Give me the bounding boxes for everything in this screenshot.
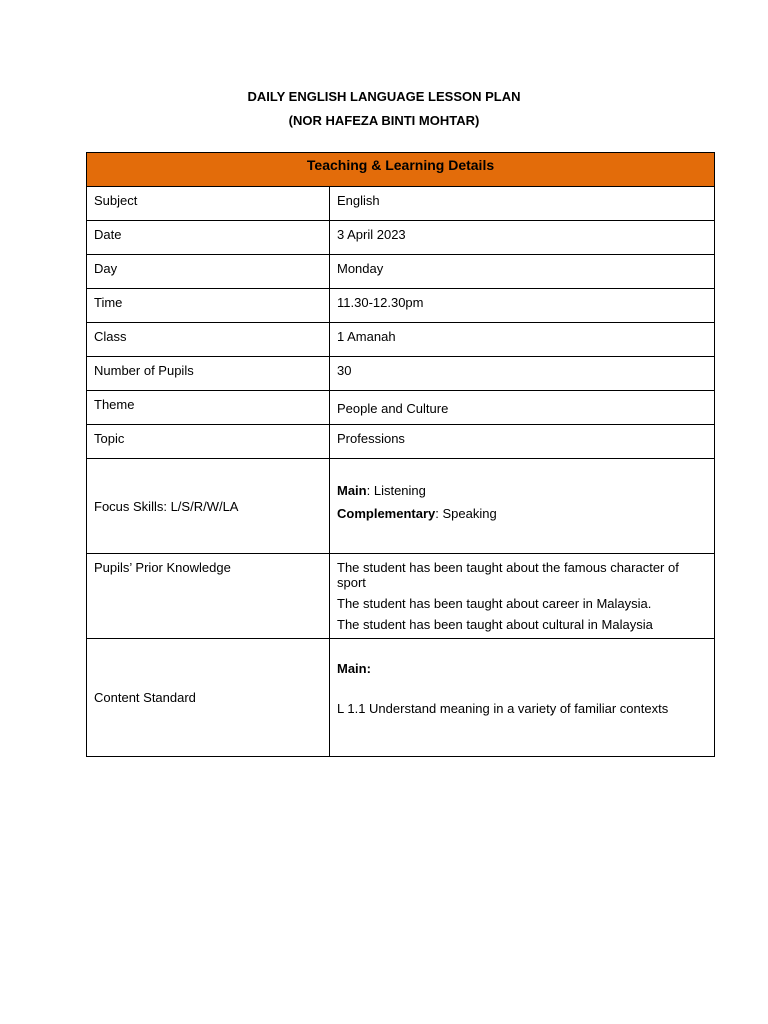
focus-main-line xyxy=(337,483,707,498)
topic-value: Professions xyxy=(330,425,715,459)
document-author: (NOR HAFEZA BINTI MOHTAR) xyxy=(288,113,480,128)
table-row xyxy=(87,357,715,391)
pupils-label: Number of Pupils xyxy=(87,357,330,391)
focus-skills-value xyxy=(330,459,715,554)
table-row xyxy=(87,221,715,255)
table-row xyxy=(87,289,715,323)
table-row xyxy=(87,425,715,459)
table-row xyxy=(87,391,715,425)
lesson-plan-table xyxy=(86,152,715,757)
theme-value: People and Culture xyxy=(330,391,715,425)
day-label: Day xyxy=(87,255,330,289)
table-header-row xyxy=(87,153,715,187)
subject-value: English xyxy=(330,187,715,221)
content-standard-item: L 1.1 Understand meaning in a variety of familiar contexts xyxy=(337,701,669,716)
time-value: 11.30-12.30pm xyxy=(330,289,715,323)
date-label: Date xyxy=(87,221,330,255)
subject-label: Subject xyxy=(87,187,330,221)
focus-comp-label: Complementary xyxy=(337,506,436,521)
focus-comp-value: : Speaking xyxy=(435,506,497,521)
prior-knowledge-item: The student has been taught about cultural in Malaysia xyxy=(337,617,653,632)
date-value: 3 April 2023 xyxy=(330,221,715,255)
class-label: Class xyxy=(87,323,330,357)
content-standard-value xyxy=(330,639,715,757)
table-row xyxy=(87,554,715,639)
time-label: Time xyxy=(87,289,330,323)
prior-knowledge-label: Pupils’ Prior Knowledge xyxy=(87,554,330,639)
document-title: DAILY ENGLISH LANGUAGE LESSON PLAN xyxy=(247,89,521,104)
theme-label: Theme xyxy=(87,391,330,425)
class-value: 1 Amanah xyxy=(330,323,715,357)
table-row xyxy=(87,459,715,554)
prior-knowledge-value xyxy=(330,554,715,639)
pupils-value: 30 xyxy=(330,357,715,391)
content-main-label: Main: xyxy=(337,661,371,676)
table-row xyxy=(87,255,715,289)
focus-main-value: : Listening xyxy=(366,483,426,498)
table-row xyxy=(87,639,715,757)
day-value: Monday xyxy=(330,255,715,289)
topic-label: Topic xyxy=(87,425,330,459)
focus-skills-label: Focus Skills: L/S/R/W/LA xyxy=(87,459,330,554)
table-row xyxy=(87,323,715,357)
table-row xyxy=(87,187,715,221)
content-standard-label: Content Standard xyxy=(87,639,330,757)
focus-complementary-line xyxy=(337,506,707,521)
focus-main-label: Main xyxy=(337,483,367,498)
table-header: Teaching & Learning Details xyxy=(87,153,715,187)
prior-knowledge-item: The student has been taught about career in Malaysia. xyxy=(337,596,652,611)
prior-knowledge-item: The student has been taught about the famous character of sport xyxy=(337,560,679,590)
